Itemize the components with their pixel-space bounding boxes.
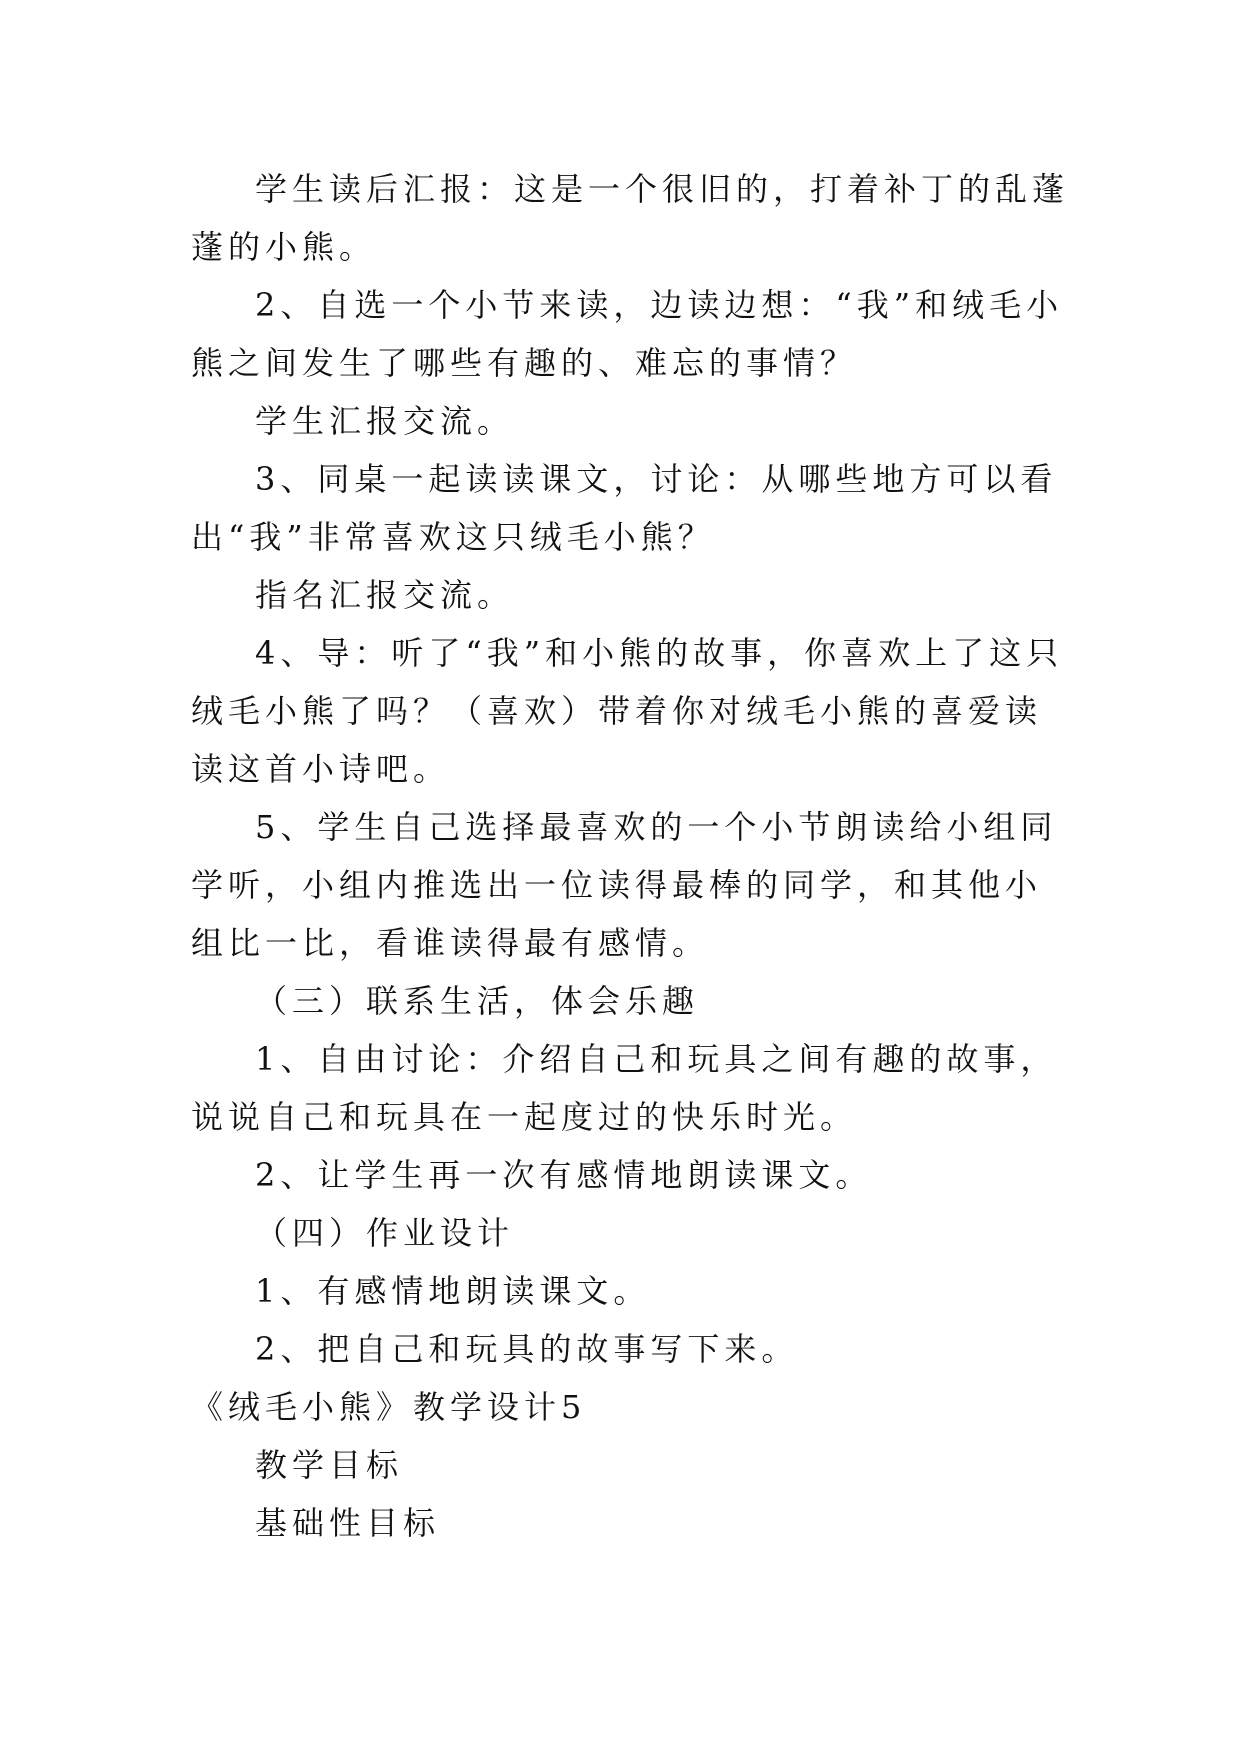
paragraph-step-3: 3、同桌一起读读课文，讨论：从哪些地方可以看出“我”非常喜欢这只绒毛小熊？	[191, 460, 1058, 556]
section-3-item-2: 2、让学生再一次有感情地朗读课文。	[255, 1156, 873, 1194]
section-4-heading: （四）作业设计	[255, 1214, 515, 1252]
paragraph-step-5: 5、学生自己选择最喜欢的一个小节朗读给小组同学听，小组内推选出一位读得最棒的同学，和其他小组比一比，看谁读得最有感情。	[191, 808, 1058, 962]
section-3-item-1: 1、自由讨论：介绍自己和玩具之间有趣的故事，说说自己和玩具在一起度过的快乐时光。	[191, 1040, 1058, 1136]
paragraph-named-report: 指名汇报交流。	[255, 576, 515, 614]
design-title: 《绒毛小熊》教学设计5	[191, 1388, 587, 1426]
paragraph-student-report: 学生读后汇报：这是一个很旧的，打着补丁的乱蓬蓬的小熊。	[191, 170, 1070, 266]
document-body	[191, 160, 1071, 1552]
goals-heading: 教学目标	[255, 1446, 404, 1484]
section-4-item-2: 2、把自己和玩具的故事写下来。	[255, 1330, 799, 1368]
paragraph-student-exchange: 学生汇报交流。	[255, 402, 515, 440]
section-4-item-1: 1、有感情地朗读课文。	[255, 1272, 651, 1310]
goals-subheading: 基础性目标	[255, 1504, 441, 1542]
paragraph-step-2: 2、自选一个小节来读，边读边想：“我”和绒毛小熊之间发生了哪些有趣的、难忘的事情？	[191, 286, 1064, 382]
section-3-heading: （三）联系生活，体会乐趣	[255, 982, 700, 1020]
paragraph-step-4: 4、导：听了“我”和小熊的故事，你喜欢上了这只绒毛小熊了吗？（喜欢）带着你对绒毛小熊的喜爱读读这首小诗吧。	[191, 634, 1064, 788]
